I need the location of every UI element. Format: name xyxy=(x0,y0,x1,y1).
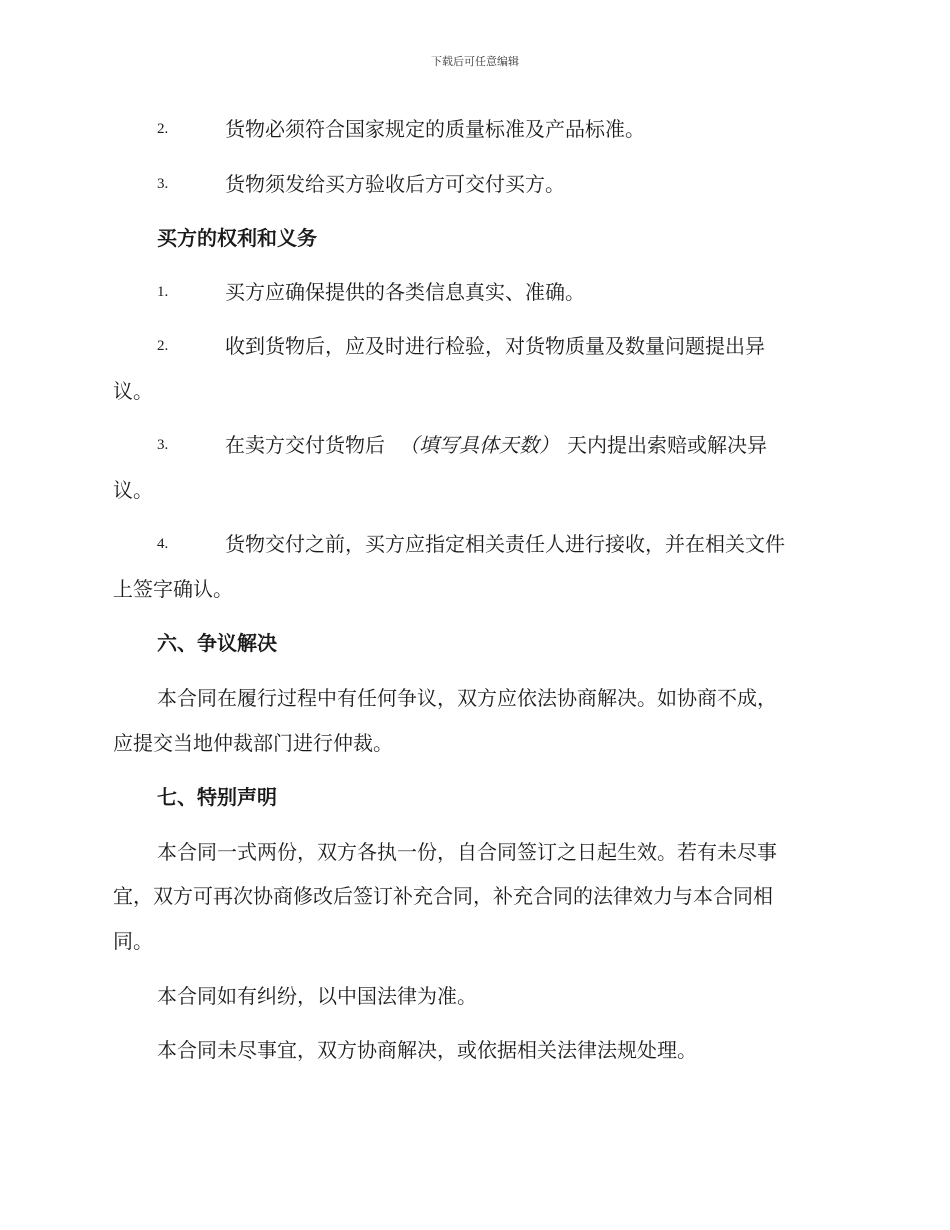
paragraph-continued: 应提交当地仲裁部门进行仲裁。 xyxy=(113,731,393,755)
item-number: 1. xyxy=(157,284,169,300)
item-text-post: 天内提出索赔或解决异 xyxy=(567,433,767,457)
section-heading: 七、特别声明 xyxy=(157,785,277,809)
item-text: 买方应确保提供的各类信息真实、准确。 xyxy=(225,280,585,304)
page-header: 下载后可任意编辑 xyxy=(431,55,519,68)
section-heading: 六、争议解决 xyxy=(157,631,277,655)
item-text: 货物必须符合国家规定的质量标准及产品标准。 xyxy=(225,117,645,141)
item-text-continued: 上签字确认。 xyxy=(113,577,233,601)
item-text-continued: 议。 xyxy=(113,478,153,502)
item-number: 3. xyxy=(157,437,169,453)
section-heading: 买方的权利和义务 xyxy=(157,226,317,250)
item-number: 2. xyxy=(157,338,169,354)
item-text-pre: 在卖方交付货物后 xyxy=(225,433,385,457)
paragraph: 本合同在履行过程中有任何争议，双方应依法协商解决。如协商不成， xyxy=(157,686,777,710)
item-text-continued: 议。 xyxy=(113,379,153,403)
item-number: 3. xyxy=(157,176,169,192)
paragraph: 本合同如有纠纷，以中国法律为准。 xyxy=(157,984,477,1008)
item-text: 收到货物后，应及时进行检验，对货物质量及数量问题提出异 xyxy=(225,334,765,358)
item-number: 2. xyxy=(157,121,169,137)
paragraph: 本合同未尽事宜，双方协商解决，或依据相关法律法规处理。 xyxy=(157,1038,697,1062)
paragraph-continued: 同。 xyxy=(113,929,153,953)
paragraph: 本合同一式两份，双方各执一份，自合同签订之日起生效。若有未尽事 xyxy=(157,840,777,864)
item-text: 货物须发给买方验收后方可交付买方。 xyxy=(225,172,565,196)
item-text: 货物交付之前，买方应指定相关责任人进行接收，并在相关文件 xyxy=(225,532,785,556)
item-number: 4. xyxy=(157,536,169,552)
item-text xyxy=(225,433,767,457)
paragraph-continued: 宜，双方可再次协商修改后签订补充合同，补充合同的法律效力与本合同相 xyxy=(113,884,773,908)
fill-in-placeholder: （填写具体天数） xyxy=(399,433,559,457)
